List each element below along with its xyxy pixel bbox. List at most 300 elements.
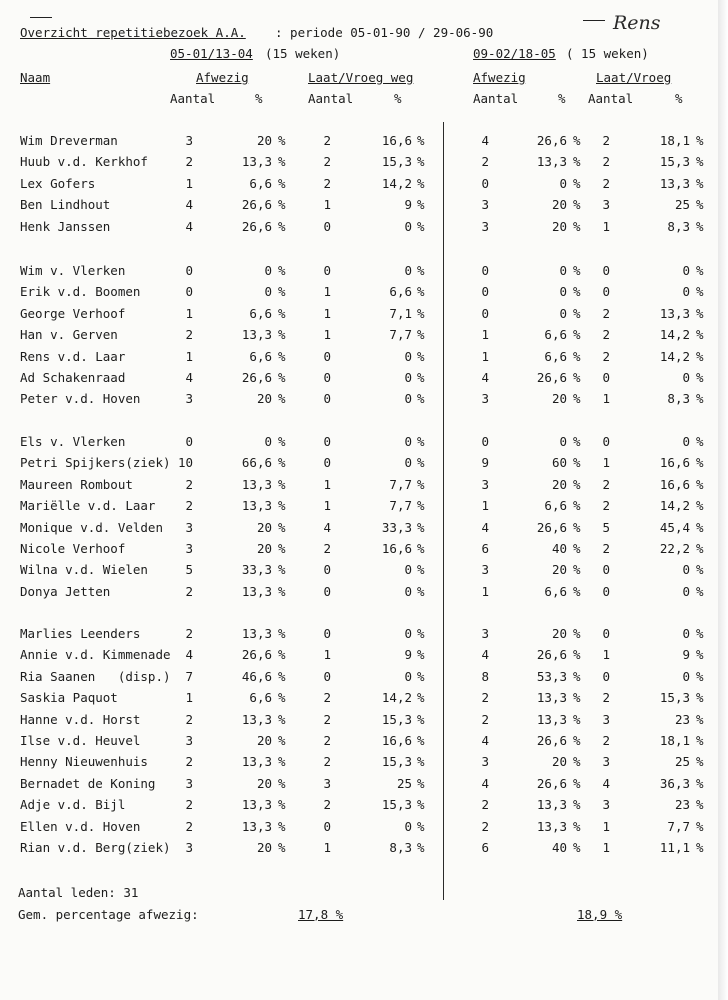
percent-sign: %: [417, 176, 425, 191]
cell-q2: 8,3: [667, 391, 690, 406]
member-name: Annie v.d. Kimmenade: [20, 647, 171, 662]
percent-sign: %: [278, 455, 286, 470]
cell-l2: 0: [602, 562, 610, 577]
cell-q1: 7,7: [389, 477, 412, 492]
cell-a2: 2: [481, 819, 489, 834]
document-title: Overzicht repetitiebezoek A.A.: [20, 25, 246, 40]
percent-sign: %: [278, 562, 286, 577]
cell-l1: 1: [323, 498, 331, 513]
cell-l2: 0: [602, 669, 610, 684]
percent-sign: %: [417, 477, 425, 492]
cell-l1: 0: [323, 669, 331, 684]
period1-weeks: (15 weken): [265, 46, 341, 61]
percent-sign: %: [278, 520, 286, 535]
cell-q1: 16,6: [381, 541, 412, 556]
cell-q2: 14,2: [659, 327, 690, 342]
percent-sign: %: [696, 520, 704, 535]
percent-sign: %: [278, 391, 286, 406]
pct2-subheader: %: [558, 91, 566, 106]
count1-subheader: Aantal: [170, 91, 216, 106]
cell-a2: 0: [481, 176, 489, 191]
cell-q2: 18,1: [659, 733, 690, 748]
cell-q1: 0: [404, 455, 412, 470]
cell-q1: 0: [404, 626, 412, 641]
cell-q1: 0: [404, 370, 412, 385]
cell-p2: 60: [551, 455, 567, 470]
member-name: Ria Saanen (disp.): [20, 669, 171, 684]
cell-a2: 2: [481, 154, 489, 169]
percent-sign: %: [417, 754, 425, 769]
cell-q2: 0: [682, 626, 690, 641]
percent-sign: %: [573, 197, 581, 212]
cell-l1: 2: [323, 133, 331, 148]
cell-q2: 0: [682, 263, 690, 278]
percent-sign: %: [417, 349, 425, 364]
cell-p1: 20: [256, 776, 272, 791]
percent-sign: %: [278, 819, 286, 834]
handwriting-strike: [583, 20, 605, 21]
member-name: Bernadet de Koning: [20, 776, 156, 791]
cell-l1: 1: [323, 327, 331, 342]
percent-sign: %: [278, 797, 286, 812]
cell-q1: 0: [404, 219, 412, 234]
cell-p1: 13,3: [241, 327, 272, 342]
cell-p2: 40: [551, 541, 567, 556]
percent-sign: %: [573, 263, 581, 278]
member-name: Hanne v.d. Horst: [20, 712, 141, 727]
cell-q1: 0: [404, 819, 412, 834]
cell-a2: 4: [481, 133, 489, 148]
cell-a1: 3: [185, 520, 193, 535]
cell-p1: 46,6: [241, 669, 272, 684]
cell-l2: 1: [602, 647, 610, 662]
percent-sign: %: [417, 284, 425, 299]
percent-sign: %: [573, 327, 581, 342]
cell-p2: 20: [551, 626, 567, 641]
percent-sign: %: [417, 197, 425, 212]
member-name: Nicole Verhoof: [20, 541, 126, 556]
cell-q1: 15,3: [381, 154, 412, 169]
cell-p1: 13,3: [241, 584, 272, 599]
cell-p1: 6,6: [249, 306, 272, 321]
cell-l2: 2: [602, 733, 610, 748]
cell-p1: 13,3: [241, 754, 272, 769]
cell-p2: 13,3: [536, 712, 567, 727]
cell-q1: 14,2: [381, 690, 412, 705]
cell-q1: 0: [404, 584, 412, 599]
cell-q2: 14,2: [659, 498, 690, 513]
percent-sign: %: [278, 776, 286, 791]
cell-l2: 1: [602, 455, 610, 470]
col-late2-header: Laat/Vroeg: [596, 70, 672, 85]
col-absent2-header: Afwezig: [473, 70, 526, 85]
count2-subheader: Aantal: [473, 91, 519, 106]
percent-sign: %: [696, 327, 704, 342]
cell-l2: 2: [602, 154, 610, 169]
percent-sign: %: [417, 455, 425, 470]
count2b-subheader: Aantal: [588, 91, 634, 106]
percent-sign: %: [573, 626, 581, 641]
cell-a1: 0: [185, 284, 193, 299]
cell-l2: 0: [602, 370, 610, 385]
percent-sign: %: [278, 733, 286, 748]
percent-sign: %: [696, 690, 704, 705]
cell-a1: 2: [185, 797, 193, 812]
cell-l2: 2: [602, 176, 610, 191]
percent-sign: %: [573, 133, 581, 148]
cell-a2: 3: [481, 754, 489, 769]
cell-l1: 1: [323, 306, 331, 321]
cell-q1: 7,7: [389, 498, 412, 513]
percent-sign: %: [573, 477, 581, 492]
cell-p2: 26,6: [536, 520, 567, 535]
percent-sign: %: [573, 154, 581, 169]
percent-sign: %: [573, 349, 581, 364]
cell-l1: 2: [323, 154, 331, 169]
cell-a2: 2: [481, 797, 489, 812]
cell-p2: 0: [559, 263, 567, 278]
cell-l2: 5: [602, 520, 610, 535]
cell-q2: 25: [674, 197, 690, 212]
period2-range: 09-02/18-05: [473, 46, 556, 61]
cell-a1: 2: [185, 754, 193, 769]
percent-sign: %: [278, 349, 286, 364]
percent-sign: %: [417, 669, 425, 684]
percent-sign: %: [573, 306, 581, 321]
cell-p1: 6,6: [249, 690, 272, 705]
cell-a1: 2: [185, 819, 193, 834]
cell-l1: 1: [323, 284, 331, 299]
cell-p1: 26,6: [241, 370, 272, 385]
cell-p1: 0: [264, 263, 272, 278]
cell-l2: 2: [602, 349, 610, 364]
cell-l1: 2: [323, 712, 331, 727]
cell-q2: 9: [682, 647, 690, 662]
cell-p2: 20: [551, 197, 567, 212]
percent-sign: %: [696, 477, 704, 492]
cell-q2: 13,3: [659, 306, 690, 321]
member-name: Ilse v.d. Heuvel: [20, 733, 141, 748]
percent-sign: %: [417, 219, 425, 234]
cell-a1: 4: [185, 219, 193, 234]
percent-sign: %: [278, 477, 286, 492]
percent-sign: %: [417, 776, 425, 791]
member-name: George Verhoof: [20, 306, 126, 321]
cell-p2: 0: [559, 284, 567, 299]
cell-p1: 13,3: [241, 626, 272, 641]
percent-sign: %: [278, 690, 286, 705]
cell-a1: 2: [185, 477, 193, 492]
percent-sign: %: [417, 133, 425, 148]
cell-q1: 16,6: [381, 133, 412, 148]
member-name: Rian v.d. Berg(ziek): [20, 840, 171, 855]
cell-p1: 20: [256, 133, 272, 148]
member-name: Ben Lindhout: [20, 197, 111, 212]
percent-sign: %: [696, 733, 704, 748]
percent-sign: %: [417, 263, 425, 278]
percent-sign: %: [573, 562, 581, 577]
cell-q1: 14,2: [381, 176, 412, 191]
cell-p2: 20: [551, 754, 567, 769]
cell-q2: 0: [682, 370, 690, 385]
cell-p1: 0: [264, 284, 272, 299]
percent-sign: %: [573, 370, 581, 385]
cell-p1: 13,3: [241, 154, 272, 169]
cell-q2: 22,2: [659, 541, 690, 556]
cell-l1: 1: [323, 477, 331, 492]
member-name: Wim Dreverman: [20, 133, 118, 148]
percent-sign: %: [573, 776, 581, 791]
cell-q2: 16,6: [659, 477, 690, 492]
percent-sign: %: [278, 370, 286, 385]
percent-sign: %: [278, 712, 286, 727]
cell-p2: 13,3: [536, 797, 567, 812]
cell-a1: 0: [185, 434, 193, 449]
cell-p2: 6,6: [544, 584, 567, 599]
percent-sign: %: [573, 219, 581, 234]
cell-p2: 20: [551, 562, 567, 577]
cell-q1: 0: [404, 434, 412, 449]
cell-q2: 0: [682, 669, 690, 684]
percent-sign: %: [573, 498, 581, 513]
cell-l1: 1: [323, 197, 331, 212]
cell-p2: 26,6: [536, 370, 567, 385]
pct1-subheader: %: [255, 91, 263, 106]
cell-p1: 13,3: [241, 797, 272, 812]
cell-a2: 2: [481, 690, 489, 705]
cell-l1: 0: [323, 819, 331, 834]
cell-p2: 13,3: [536, 154, 567, 169]
cell-p2: 13,3: [536, 690, 567, 705]
percent-sign: %: [278, 263, 286, 278]
member-name: Donya Jetten: [20, 584, 111, 599]
cell-p1: 20: [256, 391, 272, 406]
percent-sign: %: [696, 754, 704, 769]
percent-sign: %: [417, 541, 425, 556]
cell-l1: 0: [323, 219, 331, 234]
cell-q2: 7,7: [667, 819, 690, 834]
cell-l1: 0: [323, 370, 331, 385]
cell-a1: 1: [185, 690, 193, 705]
cell-l2: 3: [602, 754, 610, 769]
member-name: Els v. Vlerken: [20, 434, 126, 449]
cell-p2: 0: [559, 434, 567, 449]
cell-q1: 0: [404, 391, 412, 406]
cell-p2: 0: [559, 176, 567, 191]
cell-q2: 23: [674, 712, 690, 727]
cell-p2: 20: [551, 477, 567, 492]
cell-a2: 1: [481, 584, 489, 599]
corner-dash: [30, 17, 52, 18]
cell-l2: 3: [602, 797, 610, 812]
cell-a1: 3: [185, 840, 193, 855]
percent-sign: %: [696, 562, 704, 577]
member-name: Lex Gofers: [20, 176, 96, 191]
percent-sign: %: [573, 797, 581, 812]
cell-l1: 0: [323, 562, 331, 577]
cell-q2: 0: [682, 434, 690, 449]
cell-q1: 7,1: [389, 306, 412, 321]
member-name: Maureen Rombout: [20, 477, 133, 492]
percent-sign: %: [573, 840, 581, 855]
cell-l2: 1: [602, 840, 610, 855]
percent-sign: %: [573, 391, 581, 406]
percent-sign: %: [278, 498, 286, 513]
cell-a2: 4: [481, 520, 489, 535]
cell-p2: 6,6: [544, 349, 567, 364]
cell-q2: 0: [682, 584, 690, 599]
cell-l2: 3: [602, 712, 610, 727]
pct1b-subheader: %: [394, 91, 402, 106]
cell-p2: 26,6: [536, 733, 567, 748]
percent-sign: %: [417, 733, 425, 748]
handwritten-note: Rens: [613, 12, 661, 34]
percent-sign: %: [417, 797, 425, 812]
percent-sign: %: [573, 712, 581, 727]
cell-a1: 2: [185, 626, 193, 641]
cell-a1: 2: [185, 498, 193, 513]
cell-q1: 0: [404, 562, 412, 577]
cell-q1: 15,3: [381, 754, 412, 769]
period1-range: 05-01/13-04: [170, 46, 253, 61]
cell-p2: 20: [551, 391, 567, 406]
percent-sign: %: [417, 626, 425, 641]
avg-absent-label: Gem. percentage afwezig:: [18, 907, 199, 922]
cell-a2: 6: [481, 840, 489, 855]
cell-a2: 0: [481, 306, 489, 321]
cell-l1: 0: [323, 584, 331, 599]
cell-p1: 0: [264, 434, 272, 449]
cell-a1: 4: [185, 197, 193, 212]
member-name: Petri Spijkers(ziek): [20, 455, 171, 470]
cell-q1: 15,3: [381, 712, 412, 727]
cell-l1: 1: [323, 647, 331, 662]
cell-q1: 0: [404, 349, 412, 364]
cell-a2: 1: [481, 327, 489, 342]
cell-a2: 3: [481, 562, 489, 577]
avg-absent-period1: 17,8 %: [298, 907, 344, 922]
percent-sign: %: [417, 370, 425, 385]
cell-a1: 10: [177, 455, 193, 470]
cell-l2: 1: [602, 819, 610, 834]
cell-a2: 0: [481, 284, 489, 299]
cell-l2: 0: [602, 584, 610, 599]
cell-a2: 3: [481, 391, 489, 406]
cell-l2: 2: [602, 690, 610, 705]
cell-l1: 2: [323, 797, 331, 812]
cell-q2: 15,3: [659, 690, 690, 705]
cell-p1: 6,6: [249, 349, 272, 364]
percent-sign: %: [417, 562, 425, 577]
cell-p1: 20: [256, 541, 272, 556]
cell-a2: 3: [481, 197, 489, 212]
cell-a2: 4: [481, 647, 489, 662]
member-name: Marlies Leenders: [20, 626, 141, 641]
cell-q2: 8,3: [667, 219, 690, 234]
percent-sign: %: [696, 819, 704, 834]
percent-sign: %: [417, 520, 425, 535]
cell-l2: 2: [602, 327, 610, 342]
cell-q2: 25: [674, 754, 690, 769]
cell-a2: 8: [481, 669, 489, 684]
cell-l1: 2: [323, 754, 331, 769]
percent-sign: %: [278, 626, 286, 641]
cell-l1: 3: [323, 776, 331, 791]
cell-a1: 3: [185, 391, 193, 406]
percent-sign: %: [417, 434, 425, 449]
percent-sign: %: [278, 133, 286, 148]
cell-a1: 1: [185, 349, 193, 364]
cell-a2: 4: [481, 776, 489, 791]
member-name: Henk Janssen: [20, 219, 111, 234]
percent-sign: %: [696, 263, 704, 278]
cell-p2: 26,6: [536, 776, 567, 791]
cell-p1: 33,3: [241, 562, 272, 577]
percent-sign: %: [696, 176, 704, 191]
percent-sign: %: [417, 327, 425, 342]
member-name: Rens v.d. Laar: [20, 349, 126, 364]
cell-p1: 13,3: [241, 819, 272, 834]
cell-l1: 0: [323, 455, 331, 470]
cell-l2: 0: [602, 434, 610, 449]
col-late1-header: Laat/Vroeg weg: [308, 70, 414, 85]
cell-q1: 9: [404, 647, 412, 662]
cell-q1: 0: [404, 263, 412, 278]
cell-l1: 4: [323, 520, 331, 535]
cell-p2: 53,3: [536, 669, 567, 684]
cell-q2: 11,1: [659, 840, 690, 855]
percent-sign: %: [573, 176, 581, 191]
percent-sign: %: [278, 154, 286, 169]
percent-sign: %: [573, 754, 581, 769]
percent-sign: %: [417, 498, 425, 513]
cell-a1: 3: [185, 776, 193, 791]
cell-p2: 6,6: [544, 327, 567, 342]
percent-sign: %: [696, 455, 704, 470]
percent-sign: %: [696, 133, 704, 148]
percent-sign: %: [417, 690, 425, 705]
cell-l1: 0: [323, 626, 331, 641]
percent-sign: %: [696, 712, 704, 727]
cell-p1: 20: [256, 733, 272, 748]
cell-l2: 2: [602, 306, 610, 321]
cell-l2: 3: [602, 197, 610, 212]
cell-q2: 14,2: [659, 349, 690, 364]
percent-sign: %: [278, 647, 286, 662]
cell-p2: 6,6: [544, 498, 567, 513]
col-name-header: Naam: [20, 70, 51, 85]
cell-q1: 15,3: [381, 797, 412, 812]
percent-sign: %: [573, 541, 581, 556]
cell-p2: 0: [559, 306, 567, 321]
percent-sign: %: [573, 819, 581, 834]
cell-p1: 13,3: [241, 477, 272, 492]
cell-l1: 1: [323, 840, 331, 855]
cell-q1: 0: [404, 669, 412, 684]
member-name: Saskia Paquot: [20, 690, 118, 705]
cell-a2: 0: [481, 434, 489, 449]
percent-sign: %: [573, 690, 581, 705]
cell-a1: 0: [185, 263, 193, 278]
percent-sign: %: [573, 733, 581, 748]
cell-a1: 4: [185, 370, 193, 385]
percent-sign: %: [696, 197, 704, 212]
percent-sign: %: [696, 498, 704, 513]
member-name: Mariëlle v.d. Laar: [20, 498, 156, 513]
cell-q1: 16,6: [381, 733, 412, 748]
percent-sign: %: [696, 154, 704, 169]
member-name: Han v. Gerven: [20, 327, 118, 342]
